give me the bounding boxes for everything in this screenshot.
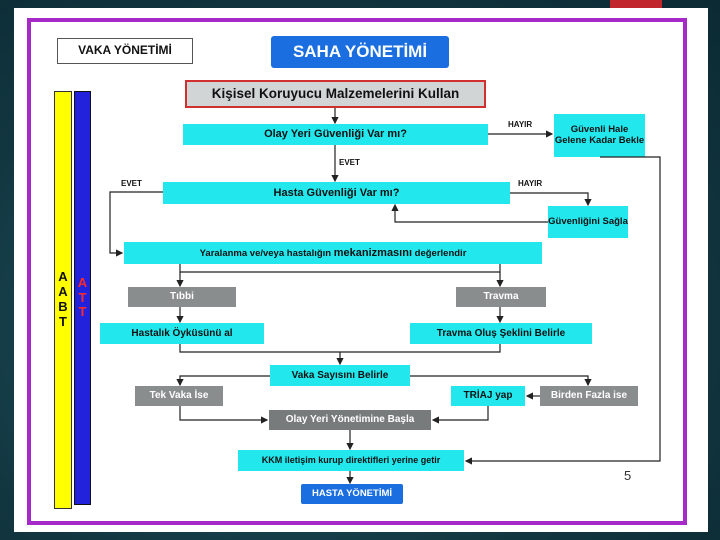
mekanizma-box — [124, 242, 542, 264]
birden-fazla-box: Birden Fazla ise — [540, 386, 638, 406]
guvenli-hale-box: Güvenli Hale Gelene Kadar Bekle — [554, 114, 645, 157]
abt-letter: A — [58, 284, 68, 300]
att-bar — [74, 91, 91, 505]
mekanizma-text-bold: mekanizmasını — [333, 246, 413, 259]
mekanizma-text-pre: Yaralanma ve/veya hastalığın — [199, 247, 334, 259]
vaka-yonetimi-title: VAKA YÖNETİMİ — [57, 38, 193, 64]
mekanizma-text-post: değerlendir — [412, 247, 467, 259]
hasta-guvenligi-box: Hasta Güvenliği Var mı? — [163, 182, 510, 204]
abt-letter: T — [59, 313, 67, 329]
hastalik-oykusu-box: Hastalık Öyküsünü al — [100, 323, 264, 344]
olay-yeri-guvenligi-box: Olay Yeri Güvenliği Var mı? — [183, 124, 488, 145]
edge-label-hayir: HAYIR — [518, 179, 543, 188]
edge-label-evet: EVET — [339, 158, 360, 167]
abt-bar — [54, 91, 72, 509]
olay-yeri-yonetimi-box: Olay Yeri Yönetimine Başla — [269, 410, 431, 430]
tibbi-box: Tıbbi — [128, 287, 236, 307]
att-letter: T — [78, 289, 87, 305]
guvenligini-sagla-box: Güvenliğini Sağla — [548, 206, 628, 238]
abt-letter: B — [58, 299, 68, 314]
kkm-box: Kişisel Koruyucu Malzemelerini Kullan — [185, 80, 486, 108]
vaka-sayisi-box: Vaka Sayısını Belirle — [270, 365, 410, 386]
att-letter: T — [78, 304, 87, 320]
red-accent-tab — [610, 0, 662, 8]
hasta-yonetimi-box: HASTA YÖNETİMİ — [301, 484, 403, 504]
triaj-box: TRİAJ yap — [451, 386, 525, 406]
edge-label-hayir: HAYIR — [508, 120, 533, 129]
travma-box: Travma — [456, 287, 546, 307]
kkm-iletisim-box: KKM iletişim kurup direktifleri yerine getir — [238, 450, 464, 471]
travma-olus-box: Travma Oluş Şeklini Belirle — [410, 323, 592, 344]
saha-yonetimi-title: SAHA YÖNETİMİ — [271, 36, 449, 68]
abt-letter: A — [58, 269, 68, 285]
att-letter: A — [77, 274, 88, 290]
tek-vaka-box: Tek Vaka İse — [135, 386, 223, 406]
page-number: 5 — [624, 468, 632, 483]
edge-label-evet: EVET — [121, 179, 142, 188]
